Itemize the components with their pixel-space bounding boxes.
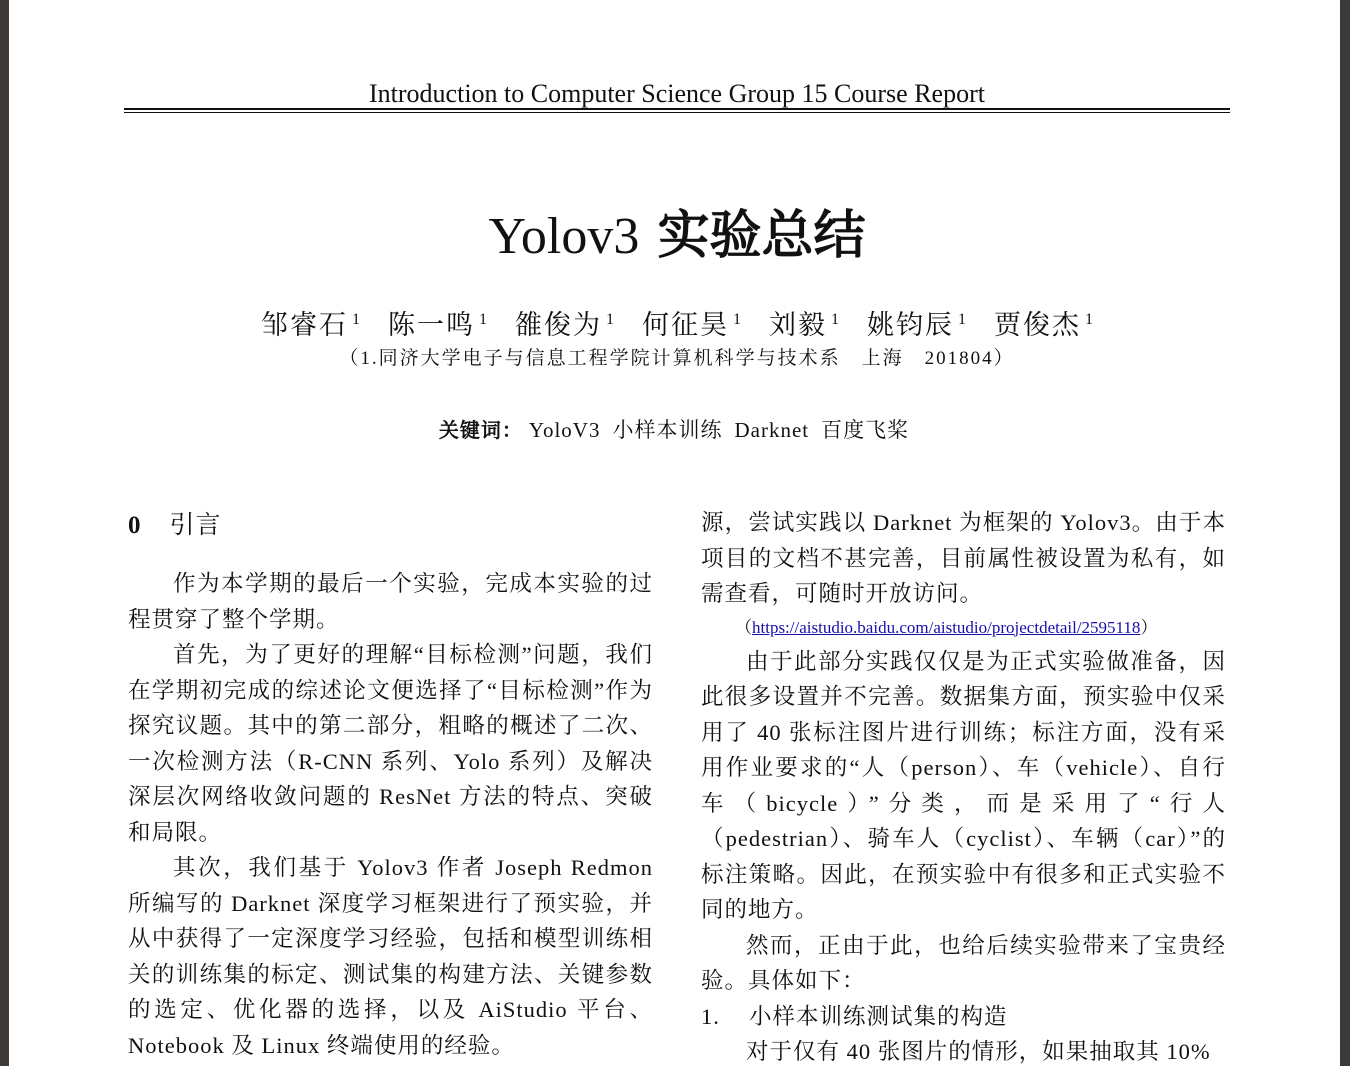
author bbox=[515, 300, 614, 345]
author-name: 刘毅 bbox=[769, 310, 827, 340]
author-affiliation-mark: 1 bbox=[733, 311, 741, 328]
body-paragraph-continuation: 源，尝试实践以 Darknet 为框架的 Yolov3。由于本项目的文档不甚完善，目前属性被设置为私有，如需查看，可随时开放访问。 bbox=[701, 510, 1226, 606]
header-rule-thick bbox=[124, 108, 1230, 110]
body-paragraph: 然而，正由于此，也给后续实验带来了宝贵经验。具体如下： bbox=[701, 932, 1226, 993]
running-header: Introduction to Computer Science Group 15 Course Report bbox=[369, 79, 985, 108]
paper-title bbox=[124, 204, 1230, 269]
url-close-paren: ） bbox=[1140, 617, 1158, 637]
document-page bbox=[9, 0, 1340, 1066]
section-title: 引言 bbox=[169, 510, 222, 539]
header-rule-thin bbox=[124, 112, 1230, 113]
author bbox=[994, 300, 1093, 345]
author-affiliation-mark: 1 bbox=[831, 311, 839, 328]
list-item-text: 小样本训练测试集的构造 bbox=[749, 1003, 1008, 1029]
keyword: 小样本训练 bbox=[612, 418, 723, 442]
project-url-link[interactable]: https://aistudio.baidu.com/aistudio/projectdetail/2595118 bbox=[752, 617, 1141, 637]
keyword: 百度飞桨 bbox=[821, 418, 910, 442]
keywords-label: 关键词： bbox=[438, 418, 523, 442]
body-paragraph: 其次，我们基于 Yolov3 作者 Joseph Redmon 所编写的 Darknet 深度学习框架进行了预实验，并从中获得了一定深度学习经验，包括和模型训练相关的训练集的标定、测试集的构建方法、关键参数的选定、优化器的选择，以及 AiStudio 平台、Notebook 及 Linux 终端使用的经验。 bbox=[128, 855, 653, 1058]
author-affiliation-mark: 1 bbox=[479, 311, 487, 328]
author-affiliation-mark: 1 bbox=[352, 311, 360, 328]
author-affiliation-mark: 1 bbox=[606, 311, 614, 328]
author-name: 邹睿石 bbox=[261, 310, 348, 340]
author-name: 姚钧辰 bbox=[867, 310, 954, 340]
title-latin: Yolov3 bbox=[488, 208, 640, 265]
author-affiliation-mark: 1 bbox=[1085, 311, 1093, 328]
body-paragraph: 对于仅有 40 张图片的情形，如果抽取其 10% bbox=[746, 1039, 1211, 1064]
right-column bbox=[701, 505, 1226, 1066]
author bbox=[769, 300, 839, 345]
body-paragraph: 由于此部分实践仅仅是为正式实验做准备，因此很多设置并不完善。数据集方面，预实验中仅采用了 40 张标注图片进行训练；标注方面，没有采用作业要求的“人（person）、车（vehicle）、自行车（bicycle）”分类，而是采用了“行人（pedestrian）、骑车人（cyclist）、车辆（car）”的标注策略。因此，在预实验中有很多和正式实验不同的地方。 bbox=[701, 648, 1226, 922]
author-name: 雒俊为 bbox=[515, 310, 602, 340]
body-paragraph: 首先，为了更好的理解“目标检测”问题，我们在学期初完成的综述论文便选择了“目标检测”作为探究议题。其中的第二部分，粗略的概述了二次、一次检测方法（R-CNN 系列、Yolo 系列）及解决深层次网络收敛问题的 ResNet 方法的特点、突破和局限。 bbox=[128, 642, 653, 845]
author-list bbox=[124, 300, 1230, 345]
author bbox=[642, 300, 741, 345]
list-item bbox=[701, 999, 1226, 1035]
section-number: 0 bbox=[128, 512, 142, 539]
keyword: YoloV3 bbox=[528, 418, 601, 442]
author-name: 贾俊杰 bbox=[994, 310, 1081, 340]
body-paragraph: 作为本学期的最后一个实验，完成本实验的过程贯穿了整个学期。 bbox=[128, 571, 653, 632]
keywords bbox=[124, 414, 1230, 446]
section-heading bbox=[128, 505, 653, 546]
title-cjk: 实验总结 bbox=[657, 206, 866, 266]
author-name: 陈一鸣 bbox=[388, 310, 475, 340]
author-name: 何征昊 bbox=[642, 310, 729, 340]
author bbox=[867, 300, 966, 345]
list-item-number: 1. bbox=[701, 1003, 720, 1029]
author bbox=[261, 300, 360, 345]
url-open-paren: （ bbox=[735, 617, 752, 637]
project-url-line bbox=[701, 612, 1226, 644]
affiliation: （1.同济大学电子与信息工程学院计算机科学与技术系 上海 201804） bbox=[339, 348, 1015, 369]
keyword: Darknet bbox=[734, 418, 810, 442]
author-affiliation-mark: 1 bbox=[958, 311, 966, 328]
left-column bbox=[128, 505, 653, 1063]
author bbox=[388, 300, 487, 345]
